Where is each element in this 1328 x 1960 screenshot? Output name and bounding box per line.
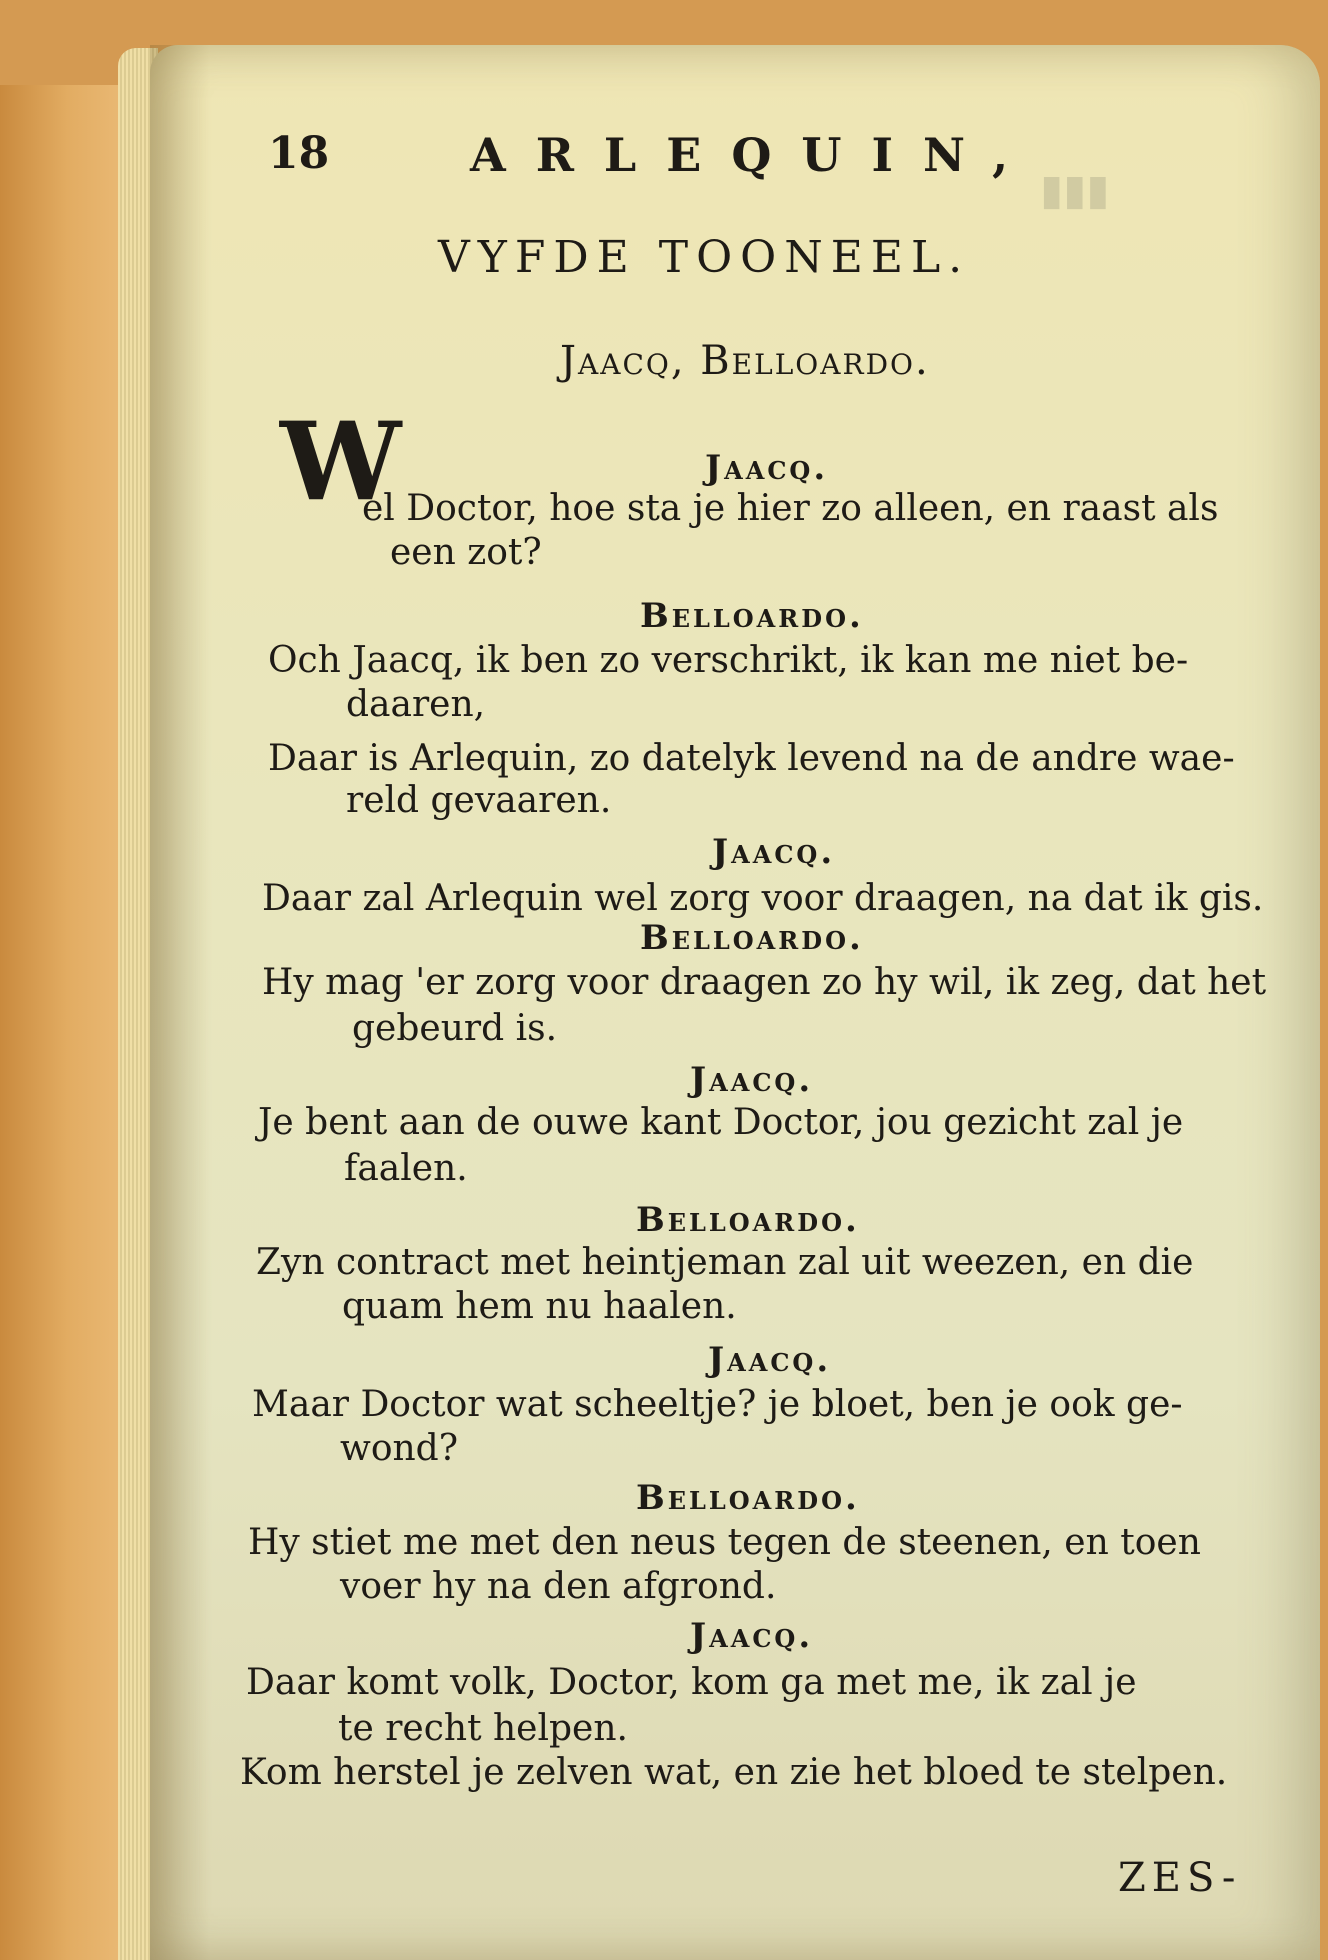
speaker-label: Belloardo. (640, 918, 864, 958)
text-line: Hy stiet me met den neus tegen de steenen, en toen (248, 1522, 1201, 1563)
text-line: Zyn contract met heintjeman zal uit weezen, en die (256, 1242, 1194, 1283)
text-line: wond? (340, 1428, 459, 1469)
text-line: faalen. (344, 1148, 468, 1189)
text-line: reld gevaaren. (346, 780, 612, 821)
text-line: daaren, (346, 684, 486, 725)
text-line: Och Jaacq, ik ben zo verschrikt, ik kan me niet be- (268, 640, 1189, 681)
text-line: Daar zal Arlequin wel zorg voor draagen, na dat ik gis. (262, 878, 1264, 919)
text-line: Daar komt volk, Doctor, kom ga met me, ik zal je (246, 1662, 1137, 1703)
text-line: Kom herstel je zelven wat, en zie het bloed te stelpen. (240, 1752, 1228, 1793)
speaker-label: Belloardo. (636, 1478, 860, 1518)
speaker-label: Jaacq. (708, 1340, 832, 1380)
text-line: Maar Doctor wat scheeltje? je bloet, ben je ook ge- (252, 1384, 1183, 1425)
catchword: ZES- (1118, 1855, 1242, 1901)
speaker-label: Jaacq. (690, 1060, 814, 1100)
text-line: voer hy na den afgrond. (340, 1566, 777, 1607)
scene-cast: Jaacq, Belloardo. (560, 338, 930, 384)
drop-cap: W (280, 399, 402, 525)
speaker-label: Belloardo. (640, 596, 864, 636)
speaker-label: Jaacq. (690, 1616, 814, 1656)
speaker-label: Jaacq. (705, 448, 829, 488)
text-line: Daar is Arlequin, zo datelyk levend na de andre wae- (268, 738, 1235, 779)
running-title: ARLEQUIN, (470, 128, 1039, 182)
text-line: quam hem nu haalen. (342, 1286, 737, 1327)
text-line: een zot? (390, 532, 542, 573)
text-line: Je bent aan de ouwe kant Doctor, jou gezicht zal je (258, 1102, 1184, 1143)
speaker-label: Belloardo. (636, 1200, 860, 1240)
show-through: ▮▮▮ (1040, 165, 1110, 214)
page-number: 18 (268, 128, 330, 179)
speaker-label: Jaacq. (712, 832, 836, 872)
text-line: el Doctor, hoe sta je hier zo alleen, en raast als (362, 488, 1219, 529)
scene-heading: VYFDE TOONEEL. (438, 232, 971, 283)
text-line: Hy mag 'er zorg voor draagen zo hy wil, ik zeg, dat het (262, 962, 1267, 1003)
text-line: gebeurd is. (352, 1008, 558, 1049)
text-line: te recht helpen. (338, 1708, 628, 1749)
